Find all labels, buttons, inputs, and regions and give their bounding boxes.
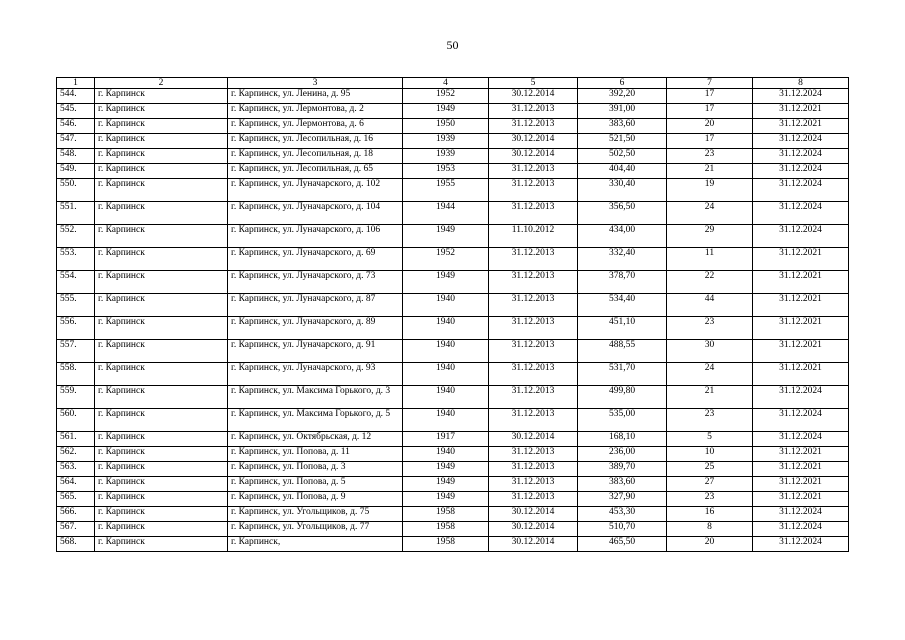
locality-cell: г. Карпинск bbox=[95, 104, 228, 119]
area-cell: 535,00 bbox=[578, 409, 667, 432]
survey-date-cell: 31.12.2013 bbox=[489, 447, 578, 462]
column-header: 7 bbox=[667, 78, 753, 89]
table-row bbox=[57, 294, 849, 317]
deadline-cell: 31.12.2021 bbox=[753, 492, 849, 507]
column-header: 6 bbox=[578, 78, 667, 89]
area-cell: 499,80 bbox=[578, 386, 667, 409]
wear-percent-cell: 8 bbox=[667, 522, 753, 537]
locality-cell: г. Карпинск bbox=[95, 225, 228, 248]
row-number-cell: 553. bbox=[57, 248, 95, 271]
wear-percent-cell: 23 bbox=[667, 409, 753, 432]
locality-cell: г. Карпинск bbox=[95, 149, 228, 164]
wear-percent-cell: 5 bbox=[667, 432, 753, 447]
table-row bbox=[57, 522, 849, 537]
built-year-cell: 1958 bbox=[403, 507, 489, 522]
deadline-cell: 31.12.2024 bbox=[753, 522, 849, 537]
row-number-cell: 568. bbox=[57, 537, 95, 552]
built-year-cell: 1958 bbox=[403, 537, 489, 552]
wear-percent-cell: 22 bbox=[667, 271, 753, 294]
built-year-cell: 1949 bbox=[403, 477, 489, 492]
table-row bbox=[57, 164, 849, 179]
built-year-cell: 1939 bbox=[403, 149, 489, 164]
wear-percent-cell: 17 bbox=[667, 104, 753, 119]
table-row bbox=[57, 363, 849, 386]
locality-cell: г. Карпинск bbox=[95, 492, 228, 507]
table-row bbox=[57, 179, 849, 202]
built-year-cell: 1940 bbox=[403, 409, 489, 432]
row-number-cell: 548. bbox=[57, 149, 95, 164]
address-cell: г. Карпинск, ул. Ленина, д. 95 bbox=[228, 89, 403, 104]
column-header: 5 bbox=[489, 78, 578, 89]
wear-percent-cell: 16 bbox=[667, 507, 753, 522]
row-number-cell: 547. bbox=[57, 134, 95, 149]
area-cell: 465,50 bbox=[578, 537, 667, 552]
area-cell: 392,20 bbox=[578, 89, 667, 104]
column-header: 2 bbox=[95, 78, 228, 89]
row-number-cell: 544. bbox=[57, 89, 95, 104]
survey-date-cell: 30.12.2014 bbox=[489, 149, 578, 164]
area-cell: 451,10 bbox=[578, 317, 667, 340]
row-number-cell: 562. bbox=[57, 447, 95, 462]
built-year-cell: 1940 bbox=[403, 294, 489, 317]
table-row bbox=[57, 477, 849, 492]
table-row bbox=[57, 537, 849, 552]
column-header: 4 bbox=[403, 78, 489, 89]
area-cell: 502,50 bbox=[578, 149, 667, 164]
row-number-cell: 560. bbox=[57, 409, 95, 432]
table-row bbox=[57, 149, 849, 164]
wear-percent-cell: 44 bbox=[667, 294, 753, 317]
address-cell: г. Карпинск, ул. Луначарского, д. 91 bbox=[228, 340, 403, 363]
table-row bbox=[57, 119, 849, 134]
area-cell: 383,60 bbox=[578, 119, 667, 134]
deadline-cell: 31.12.2021 bbox=[753, 447, 849, 462]
survey-date-cell: 31.12.2013 bbox=[489, 363, 578, 386]
survey-date-cell: 31.12.2013 bbox=[489, 104, 578, 119]
address-cell: г. Карпинск, ул. Октябрьская, д. 12 bbox=[228, 432, 403, 447]
row-number-cell: 551. bbox=[57, 202, 95, 225]
wear-percent-cell: 19 bbox=[667, 179, 753, 202]
deadline-cell: 31.12.2024 bbox=[753, 432, 849, 447]
locality-cell: г. Карпинск bbox=[95, 294, 228, 317]
locality-cell: г. Карпинск bbox=[95, 202, 228, 225]
column-header: 1 bbox=[57, 78, 95, 89]
survey-date-cell: 31.12.2013 bbox=[489, 248, 578, 271]
column-header: 8 bbox=[753, 78, 849, 89]
table-row bbox=[57, 447, 849, 462]
built-year-cell: 1958 bbox=[403, 522, 489, 537]
deadline-cell: 31.12.2021 bbox=[753, 119, 849, 134]
wear-percent-cell: 25 bbox=[667, 462, 753, 477]
row-number-cell: 556. bbox=[57, 317, 95, 340]
survey-date-cell: 31.12.2013 bbox=[489, 462, 578, 477]
locality-cell: г. Карпинск bbox=[95, 248, 228, 271]
table-row bbox=[57, 317, 849, 340]
area-cell: 327,90 bbox=[578, 492, 667, 507]
row-number-cell: 567. bbox=[57, 522, 95, 537]
locality-cell: г. Карпинск bbox=[95, 89, 228, 104]
area-cell: 453,30 bbox=[578, 507, 667, 522]
address-cell: г. Карпинск, ул. Луначарского, д. 93 bbox=[228, 363, 403, 386]
column-header: 3 bbox=[228, 78, 403, 89]
built-year-cell: 1940 bbox=[403, 447, 489, 462]
address-cell: г. Карпинск, ул. Угольщиков, д. 77 bbox=[228, 522, 403, 537]
area-cell: 531,70 bbox=[578, 363, 667, 386]
area-cell: 383,60 bbox=[578, 477, 667, 492]
address-cell: г. Карпинск, ул. Попова, д. 11 bbox=[228, 447, 403, 462]
area-cell: 356,50 bbox=[578, 202, 667, 225]
built-year-cell: 1949 bbox=[403, 492, 489, 507]
deadline-cell: 31.12.2024 bbox=[753, 225, 849, 248]
row-number-cell: 549. bbox=[57, 164, 95, 179]
locality-cell: г. Карпинск bbox=[95, 432, 228, 447]
locality-cell: г. Карпинск bbox=[95, 363, 228, 386]
locality-cell: г. Карпинск bbox=[95, 447, 228, 462]
deadline-cell: 31.12.2024 bbox=[753, 149, 849, 164]
deadline-cell: 31.12.2024 bbox=[753, 134, 849, 149]
built-year-cell: 1949 bbox=[403, 104, 489, 119]
wear-percent-cell: 23 bbox=[667, 492, 753, 507]
survey-date-cell: 31.12.2013 bbox=[489, 409, 578, 432]
address-cell: г. Карпинск, ул. Луначарского, д. 106 bbox=[228, 225, 403, 248]
survey-date-cell: 30.12.2014 bbox=[489, 134, 578, 149]
survey-date-cell: 31.12.2013 bbox=[489, 294, 578, 317]
table-row bbox=[57, 409, 849, 432]
built-year-cell: 1950 bbox=[403, 119, 489, 134]
deadline-cell: 31.12.2021 bbox=[753, 477, 849, 492]
table-row bbox=[57, 89, 849, 104]
area-cell: 488,55 bbox=[578, 340, 667, 363]
table-row bbox=[57, 104, 849, 119]
locality-cell: г. Карпинск bbox=[95, 340, 228, 363]
deadline-cell: 31.12.2021 bbox=[753, 340, 849, 363]
survey-date-cell: 31.12.2013 bbox=[489, 340, 578, 363]
area-cell: 434,00 bbox=[578, 225, 667, 248]
wear-percent-cell: 21 bbox=[667, 164, 753, 179]
deadline-cell: 31.12.2021 bbox=[753, 248, 849, 271]
wear-percent-cell: 29 bbox=[667, 225, 753, 248]
row-number-cell: 545. bbox=[57, 104, 95, 119]
locality-cell: г. Карпинск bbox=[95, 271, 228, 294]
address-cell: г. Карпинск, bbox=[228, 537, 403, 552]
address-cell: г. Карпинск, ул. Попова, д. 3 bbox=[228, 462, 403, 477]
built-year-cell: 1955 bbox=[403, 179, 489, 202]
locality-cell: г. Карпинск bbox=[95, 537, 228, 552]
address-cell: г. Карпинск, ул. Попова, д. 9 bbox=[228, 492, 403, 507]
built-year-cell: 1939 bbox=[403, 134, 489, 149]
area-cell: 168,10 bbox=[578, 432, 667, 447]
survey-date-cell: 31.12.2013 bbox=[489, 492, 578, 507]
table-row bbox=[57, 432, 849, 447]
wear-percent-cell: 17 bbox=[667, 89, 753, 104]
row-number-cell: 559. bbox=[57, 386, 95, 409]
table-row bbox=[57, 462, 849, 477]
built-year-cell: 1940 bbox=[403, 340, 489, 363]
locality-cell: г. Карпинск bbox=[95, 409, 228, 432]
survey-date-cell: 31.12.2013 bbox=[489, 119, 578, 134]
survey-date-cell: 31.12.2013 bbox=[489, 317, 578, 340]
area-cell: 521,50 bbox=[578, 134, 667, 149]
built-year-cell: 1952 bbox=[403, 89, 489, 104]
row-number-cell: 566. bbox=[57, 507, 95, 522]
row-number-cell: 550. bbox=[57, 179, 95, 202]
address-cell: г. Карпинск, ул. Луначарского, д. 69 bbox=[228, 248, 403, 271]
table-row bbox=[57, 492, 849, 507]
built-year-cell: 1953 bbox=[403, 164, 489, 179]
page-number: 50 bbox=[446, 38, 459, 52]
area-cell: 510,70 bbox=[578, 522, 667, 537]
address-cell: г. Карпинск, ул. Лермонтова, д. 6 bbox=[228, 119, 403, 134]
survey-date-cell: 31.12.2013 bbox=[489, 477, 578, 492]
locality-cell: г. Карпинск bbox=[95, 134, 228, 149]
built-year-cell: 1917 bbox=[403, 432, 489, 447]
wear-percent-cell: 21 bbox=[667, 386, 753, 409]
address-cell: г. Карпинск, ул. Максима Горького, д. 3 bbox=[228, 386, 403, 409]
built-year-cell: 1949 bbox=[403, 225, 489, 248]
address-cell: г. Карпинск, ул. Лесопильная, д. 18 bbox=[228, 149, 403, 164]
locality-cell: г. Карпинск bbox=[95, 119, 228, 134]
wear-percent-cell: 24 bbox=[667, 202, 753, 225]
table-header-row bbox=[57, 78, 849, 89]
built-year-cell: 1949 bbox=[403, 462, 489, 477]
deadline-cell: 31.12.2024 bbox=[753, 386, 849, 409]
deadline-cell: 31.12.2021 bbox=[753, 462, 849, 477]
deadline-cell: 31.12.2021 bbox=[753, 294, 849, 317]
wear-percent-cell: 23 bbox=[667, 149, 753, 164]
survey-date-cell: 31.12.2013 bbox=[489, 202, 578, 225]
address-cell: г. Карпинск, ул. Лесопильная, д. 65 bbox=[228, 164, 403, 179]
address-cell: г. Карпинск, ул. Луначарского, д. 73 bbox=[228, 271, 403, 294]
table-row bbox=[57, 507, 849, 522]
table-row bbox=[57, 134, 849, 149]
locality-cell: г. Карпинск bbox=[95, 462, 228, 477]
area-cell: 404,40 bbox=[578, 164, 667, 179]
address-cell: г. Карпинск, ул. Луначарского, д. 102 bbox=[228, 179, 403, 202]
deadline-cell: 31.12.2024 bbox=[753, 202, 849, 225]
address-cell: г. Карпинск, ул. Луначарского, д. 104 bbox=[228, 202, 403, 225]
table-row bbox=[57, 202, 849, 225]
wear-percent-cell: 23 bbox=[667, 317, 753, 340]
row-number-cell: 564. bbox=[57, 477, 95, 492]
table-row bbox=[57, 386, 849, 409]
deadline-cell: 31.12.2024 bbox=[753, 89, 849, 104]
wear-percent-cell: 17 bbox=[667, 134, 753, 149]
area-cell: 389,70 bbox=[578, 462, 667, 477]
area-cell: 332,40 bbox=[578, 248, 667, 271]
table-row bbox=[57, 271, 849, 294]
area-cell: 330,40 bbox=[578, 179, 667, 202]
address-cell: г. Карпинск, ул. Максима Горького, д. 5 bbox=[228, 409, 403, 432]
housing-registry-table bbox=[56, 77, 849, 552]
locality-cell: г. Карпинск bbox=[95, 477, 228, 492]
built-year-cell: 1940 bbox=[403, 386, 489, 409]
deadline-cell: 31.12.2021 bbox=[753, 363, 849, 386]
survey-date-cell: 30.12.2014 bbox=[489, 507, 578, 522]
row-number-cell: 557. bbox=[57, 340, 95, 363]
deadline-cell: 31.12.2024 bbox=[753, 507, 849, 522]
built-year-cell: 1940 bbox=[403, 317, 489, 340]
built-year-cell: 1940 bbox=[403, 363, 489, 386]
address-cell: г. Карпинск, ул. Луначарского, д. 89 bbox=[228, 317, 403, 340]
row-number-cell: 558. bbox=[57, 363, 95, 386]
row-number-cell: 554. bbox=[57, 271, 95, 294]
deadline-cell: 31.12.2021 bbox=[753, 317, 849, 340]
table-row bbox=[57, 340, 849, 363]
row-number-cell: 552. bbox=[57, 225, 95, 248]
address-cell: г. Карпинск, ул. Луначарского, д. 87 bbox=[228, 294, 403, 317]
wear-percent-cell: 11 bbox=[667, 248, 753, 271]
survey-date-cell: 11.10.2012 bbox=[489, 225, 578, 248]
wear-percent-cell: 30 bbox=[667, 340, 753, 363]
locality-cell: г. Карпинск bbox=[95, 179, 228, 202]
area-cell: 236,00 bbox=[578, 447, 667, 462]
deadline-cell: 31.12.2024 bbox=[753, 537, 849, 552]
locality-cell: г. Карпинск bbox=[95, 507, 228, 522]
survey-date-cell: 30.12.2014 bbox=[489, 522, 578, 537]
built-year-cell: 1949 bbox=[403, 271, 489, 294]
table-row bbox=[57, 248, 849, 271]
address-cell: г. Карпинск, ул. Попова, д. 5 bbox=[228, 477, 403, 492]
table-row bbox=[57, 225, 849, 248]
wear-percent-cell: 24 bbox=[667, 363, 753, 386]
built-year-cell: 1944 bbox=[403, 202, 489, 225]
area-cell: 534,40 bbox=[578, 294, 667, 317]
row-number-cell: 563. bbox=[57, 462, 95, 477]
survey-date-cell: 30.12.2014 bbox=[489, 537, 578, 552]
survey-date-cell: 30.12.2014 bbox=[489, 432, 578, 447]
survey-date-cell: 31.12.2013 bbox=[489, 164, 578, 179]
row-number-cell: 565. bbox=[57, 492, 95, 507]
address-cell: г. Карпинск, ул. Угольщиков, д. 75 bbox=[228, 507, 403, 522]
row-number-cell: 561. bbox=[57, 432, 95, 447]
deadline-cell: 31.12.2021 bbox=[753, 271, 849, 294]
deadline-cell: 31.12.2021 bbox=[753, 104, 849, 119]
address-cell: г. Карпинск, ул. Лесопильная, д. 16 bbox=[228, 134, 403, 149]
wear-percent-cell: 20 bbox=[667, 537, 753, 552]
locality-cell: г. Карпинск bbox=[95, 164, 228, 179]
deadline-cell: 31.12.2024 bbox=[753, 164, 849, 179]
row-number-cell: 555. bbox=[57, 294, 95, 317]
survey-date-cell: 31.12.2013 bbox=[489, 271, 578, 294]
survey-date-cell: 31.12.2013 bbox=[489, 386, 578, 409]
survey-date-cell: 31.12.2013 bbox=[489, 179, 578, 202]
area-cell: 391,00 bbox=[578, 104, 667, 119]
area-cell: 378,70 bbox=[578, 271, 667, 294]
wear-percent-cell: 27 bbox=[667, 477, 753, 492]
built-year-cell: 1952 bbox=[403, 248, 489, 271]
wear-percent-cell: 10 bbox=[667, 447, 753, 462]
deadline-cell: 31.12.2024 bbox=[753, 409, 849, 432]
locality-cell: г. Карпинск bbox=[95, 317, 228, 340]
wear-percent-cell: 20 bbox=[667, 119, 753, 134]
address-cell: г. Карпинск, ул. Лермонтова, д. 2 bbox=[228, 104, 403, 119]
deadline-cell: 31.12.2024 bbox=[753, 179, 849, 202]
locality-cell: г. Карпинск bbox=[95, 522, 228, 537]
survey-date-cell: 30.12.2014 bbox=[489, 89, 578, 104]
row-number-cell: 546. bbox=[57, 119, 95, 134]
locality-cell: г. Карпинск bbox=[95, 386, 228, 409]
